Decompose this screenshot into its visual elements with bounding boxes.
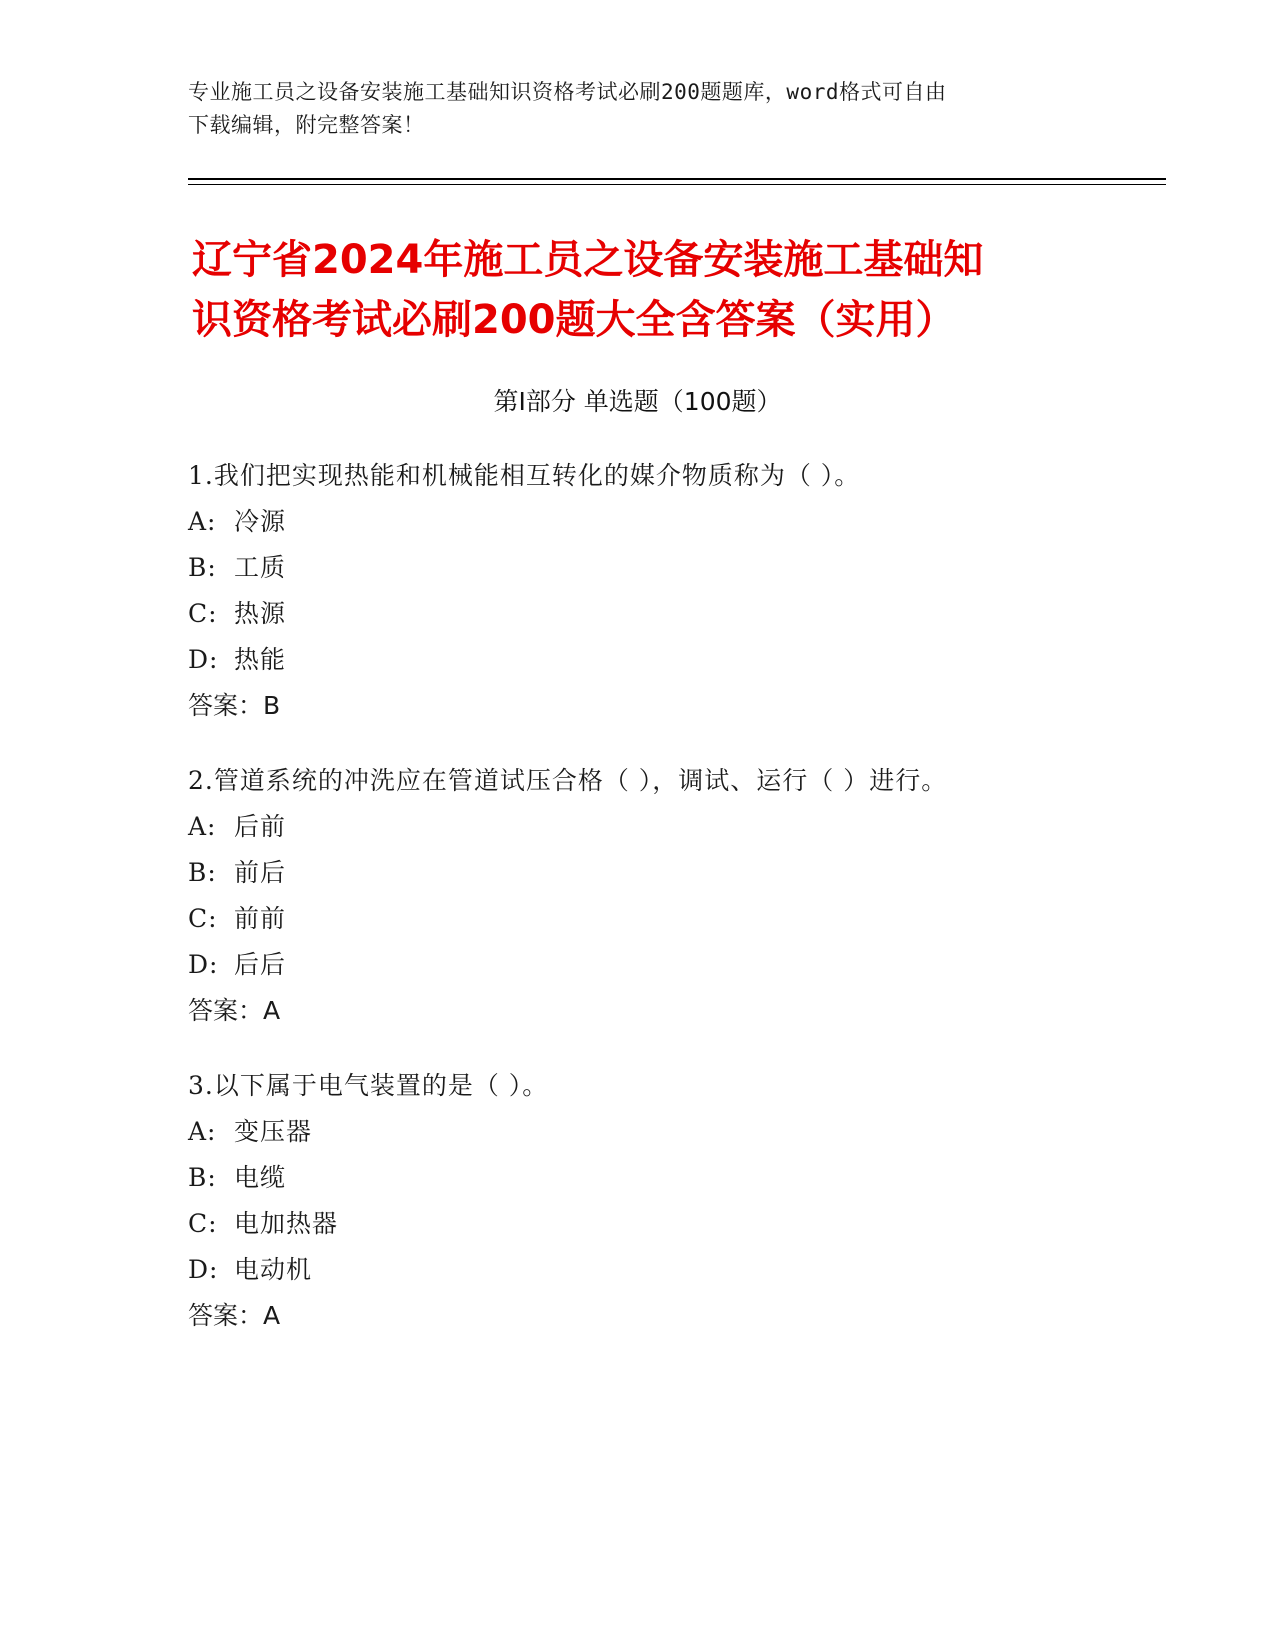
option-key: C: [188, 904, 218, 933]
option-text: 热能 [234, 645, 287, 674]
option-key: C: [188, 599, 218, 628]
header-divider-thin [188, 184, 1166, 185]
answer-line: 答案：A [188, 1301, 281, 1330]
section-title: 第Ⅰ部分 单选题（100题） [493, 387, 782, 416]
option-a [188, 1109, 1168, 1155]
option-c [188, 1201, 1168, 1247]
question-stem: 2.管道系统的冲洗应在管道试压合格（ ），调试、运行（ ）进行。 [188, 766, 948, 795]
option-text: 冷源 [234, 507, 287, 536]
question-stem: 1.我们把实现热能和机械能相互转化的媒介物质称为（ ）。 [188, 461, 861, 490]
option-b [188, 545, 1168, 591]
option-text: 电动机 [234, 1255, 313, 1284]
question-stem: 3.以下属于电气装置的是（ ）。 [188, 1071, 549, 1100]
option-key: D: [188, 1255, 219, 1284]
option-b [188, 1155, 1168, 1201]
option-key: D: [188, 950, 219, 979]
option-key: B: [188, 1163, 217, 1192]
answer-line: 答案：A [188, 996, 281, 1025]
option-key: B: [188, 553, 217, 582]
option-c [188, 591, 1168, 637]
option-d [188, 942, 1168, 988]
option-text: 前前 [234, 904, 287, 933]
header-note-line-1: 专业施工员之设备安装施工基础知识资格考试必刷200题题库，word格式可自由 [188, 80, 947, 104]
header-note [188, 76, 1088, 142]
option-a [188, 499, 1168, 545]
option-d [188, 1247, 1168, 1293]
option-key: A: [188, 507, 217, 536]
option-c [188, 896, 1168, 942]
question-2 [188, 758, 1168, 1034]
document-title-line-1: 辽宁省2024年施工员之设备安装施工基础知 [192, 237, 984, 283]
question-3 [188, 1063, 1168, 1339]
option-text: 后前 [234, 812, 287, 841]
option-text: 电加热器 [234, 1209, 339, 1238]
option-text: 电缆 [234, 1163, 287, 1192]
option-text: 前后 [234, 858, 287, 887]
option-text: 工质 [234, 553, 287, 582]
option-b [188, 850, 1168, 896]
option-key: A: [188, 1117, 217, 1146]
option-text: 变压器 [234, 1117, 313, 1146]
document-title [192, 230, 1092, 350]
option-key: A: [188, 812, 217, 841]
header-divider-thick [188, 178, 1166, 180]
document-title-line-2: 识资格考试必刷200题大全含答案（实用） [192, 297, 956, 343]
question-1 [188, 453, 1168, 729]
option-d [188, 637, 1168, 683]
option-text: 热源 [234, 599, 287, 628]
option-key: D: [188, 645, 219, 674]
option-key: C: [188, 1209, 218, 1238]
answer-line: 答案：B [188, 691, 281, 720]
option-a [188, 804, 1168, 850]
header-note-line-2: 下载编辑，附完整答案！ [188, 113, 425, 137]
option-text: 后后 [234, 950, 287, 979]
option-key: B: [188, 858, 217, 887]
